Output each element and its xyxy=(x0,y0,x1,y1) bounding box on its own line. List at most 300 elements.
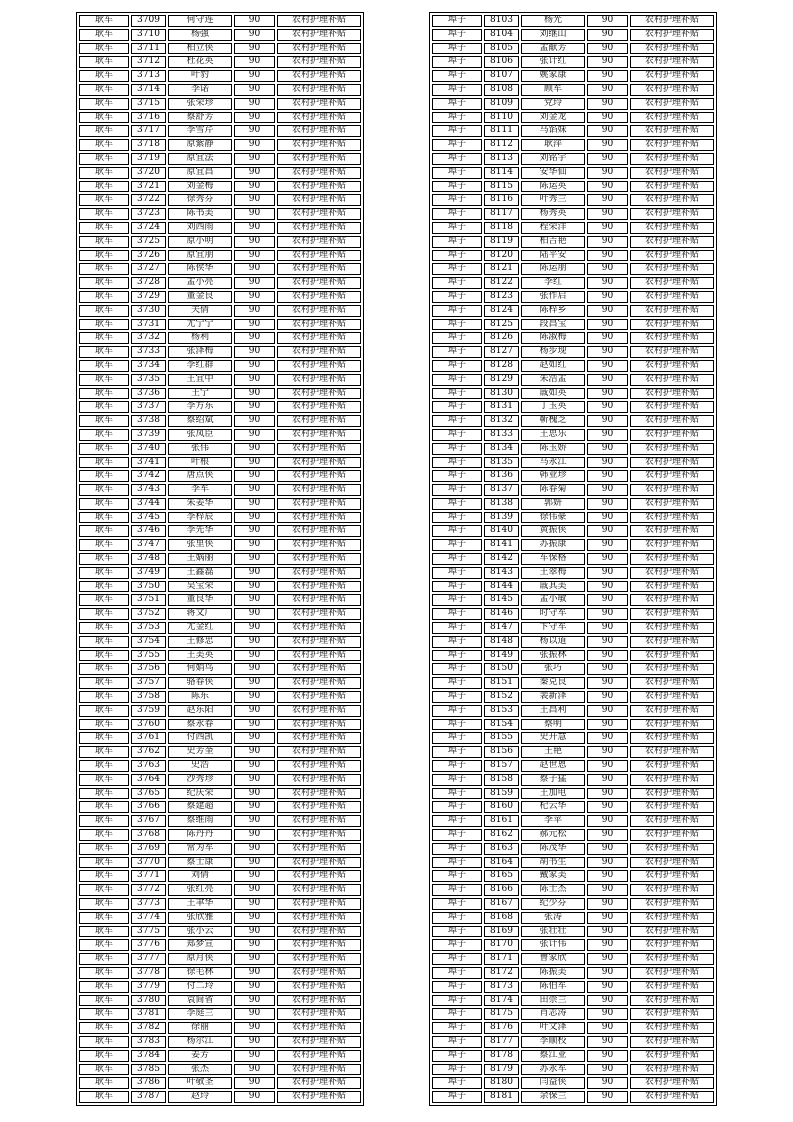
cell-amount: 90 xyxy=(234,208,275,220)
cell-subsidy-type: 农村护理补贴 xyxy=(277,222,361,234)
cell-town: 耿车 xyxy=(79,498,129,510)
table-row xyxy=(432,843,714,855)
cell-amount: 90 xyxy=(587,208,628,220)
cell-id: 3716 xyxy=(131,112,166,124)
cell-amount: 90 xyxy=(587,1050,628,1062)
cell-town: 埠子 xyxy=(432,15,482,27)
cell-amount: 90 xyxy=(587,181,628,193)
table-row xyxy=(432,636,714,648)
cell-subsidy-type: 农村护理补贴 xyxy=(277,898,361,910)
cell-town: 埠子 xyxy=(432,360,482,372)
table-row xyxy=(432,29,714,41)
cell-id: 3767 xyxy=(131,815,166,827)
cell-id: 8178 xyxy=(484,1050,519,1062)
cell-id: 3762 xyxy=(131,746,166,758)
cell-id: 8166 xyxy=(484,884,519,896)
cell-name: 沙秀珍 xyxy=(168,774,232,786)
table-row xyxy=(79,705,361,717)
cell-name: 卞守军 xyxy=(521,622,585,634)
cell-id: 3769 xyxy=(131,843,166,855)
cell-amount: 90 xyxy=(587,250,628,262)
cell-name: 陈春菊 xyxy=(521,484,585,496)
cell-subsidy-type: 农村护理补贴 xyxy=(630,498,714,510)
table-row xyxy=(432,277,714,289)
cell-name: 郝元松 xyxy=(521,829,585,841)
cell-id: 8135 xyxy=(484,457,519,469)
cell-name: 张里侠 xyxy=(168,539,232,551)
table-row xyxy=(79,512,361,524)
cell-subsidy-type: 农村护理补贴 xyxy=(630,277,714,289)
cell-town: 埠子 xyxy=(432,995,482,1007)
cell-name: 顾军 xyxy=(521,84,585,96)
table-row xyxy=(432,884,714,896)
cell-subsidy-type: 农村护理补贴 xyxy=(630,912,714,924)
table-row xyxy=(432,429,714,441)
table-row xyxy=(79,1022,361,1034)
cell-name: 姜芳 xyxy=(168,1050,232,1062)
subsidy-table-right xyxy=(429,12,717,1106)
cell-amount: 90 xyxy=(587,70,628,82)
cell-id: 8152 xyxy=(484,691,519,703)
subsidy-table-left-body xyxy=(79,15,361,1103)
cell-amount: 90 xyxy=(234,691,275,703)
table-row xyxy=(79,870,361,882)
cell-town: 埠子 xyxy=(432,222,482,234)
cell-name: 尤宁宁 xyxy=(168,319,232,331)
cell-town: 埠子 xyxy=(432,484,482,496)
cell-name: 苏振康 xyxy=(521,539,585,551)
cell-amount: 90 xyxy=(587,581,628,593)
cell-id: 3757 xyxy=(131,677,166,689)
cell-id: 8162 xyxy=(484,829,519,841)
cell-subsidy-type: 农村护理补贴 xyxy=(630,291,714,303)
cell-subsidy-type: 农村护理补贴 xyxy=(630,926,714,938)
cell-town: 耿车 xyxy=(79,677,129,689)
cell-id: 8179 xyxy=(484,1064,519,1076)
cell-amount: 90 xyxy=(234,484,275,496)
cell-town: 埠子 xyxy=(432,125,482,137)
cell-subsidy-type: 农村护理补贴 xyxy=(277,470,361,482)
cell-town: 埠子 xyxy=(432,732,482,744)
cell-name: 戚其美 xyxy=(521,581,585,593)
cell-id: 3710 xyxy=(131,29,166,41)
cell-name: 李军 xyxy=(168,484,232,496)
cell-name: 张涛 xyxy=(521,912,585,924)
table-row xyxy=(432,208,714,220)
cell-name: 王艳 xyxy=(521,746,585,758)
table-row xyxy=(432,84,714,96)
cell-town: 耿车 xyxy=(79,525,129,537)
cell-id: 8110 xyxy=(484,112,519,124)
cell-amount: 90 xyxy=(587,870,628,882)
table-row xyxy=(79,139,361,151)
cell-subsidy-type: 农村护理补贴 xyxy=(630,953,714,965)
cell-amount: 90 xyxy=(587,650,628,662)
cell-amount: 90 xyxy=(587,898,628,910)
cell-name: 王娲丽 xyxy=(168,553,232,565)
cell-name: 田崇兰 xyxy=(521,995,585,1007)
cell-name: 原宜昌 xyxy=(168,167,232,179)
table-row xyxy=(79,360,361,372)
cell-town: 埠子 xyxy=(432,926,482,938)
cell-subsidy-type: 农村护理补贴 xyxy=(277,332,361,344)
cell-id: 8128 xyxy=(484,360,519,372)
cell-name: 原小明 xyxy=(168,236,232,248)
table-row xyxy=(79,70,361,82)
cell-subsidy-type: 农村护理补贴 xyxy=(630,732,714,744)
cell-subsidy-type: 农村护理补贴 xyxy=(630,581,714,593)
cell-id: 8117 xyxy=(484,208,519,220)
cell-id: 8151 xyxy=(484,677,519,689)
cell-town: 埠子 xyxy=(432,525,482,537)
cell-id: 8149 xyxy=(484,650,519,662)
cell-amount: 90 xyxy=(234,29,275,41)
cell-subsidy-type: 农村护理补贴 xyxy=(277,319,361,331)
table-row xyxy=(432,112,714,124)
cell-town: 耿车 xyxy=(79,291,129,303)
cell-amount: 90 xyxy=(587,153,628,165)
cell-subsidy-type: 农村护理补贴 xyxy=(630,194,714,206)
cell-subsidy-type: 农村护理补贴 xyxy=(630,250,714,262)
cell-id: 3717 xyxy=(131,125,166,137)
cell-town: 耿车 xyxy=(79,1091,129,1103)
cell-id: 8114 xyxy=(484,167,519,179)
cell-id: 3777 xyxy=(131,953,166,965)
cell-id: 8104 xyxy=(484,29,519,41)
cell-id: 8142 xyxy=(484,553,519,565)
table-row xyxy=(79,43,361,55)
table-row xyxy=(432,1050,714,1062)
cell-amount: 90 xyxy=(234,939,275,951)
table-row xyxy=(432,443,714,455)
table-row xyxy=(432,912,714,924)
cell-town: 埠子 xyxy=(432,1036,482,1048)
cell-id: 3786 xyxy=(131,1077,166,1089)
cell-name: 史浩 xyxy=(168,760,232,772)
cell-amount: 90 xyxy=(587,732,628,744)
cell-town: 耿车 xyxy=(79,319,129,331)
table-row xyxy=(432,305,714,317)
table-row xyxy=(79,374,361,386)
cell-id: 8105 xyxy=(484,43,519,55)
cell-town: 耿车 xyxy=(79,222,129,234)
table-row xyxy=(79,291,361,303)
cell-amount: 90 xyxy=(587,1036,628,1048)
cell-id: 3787 xyxy=(131,1091,166,1103)
cell-id: 3739 xyxy=(131,429,166,441)
cell-town: 埠子 xyxy=(432,56,482,68)
cell-subsidy-type: 农村护理补贴 xyxy=(630,760,714,772)
cell-name: 张凤臣 xyxy=(168,429,232,441)
cell-subsidy-type: 农村护理补贴 xyxy=(277,525,361,537)
cell-amount: 90 xyxy=(234,732,275,744)
table-row xyxy=(432,939,714,951)
cell-town: 埠子 xyxy=(432,898,482,910)
cell-amount: 90 xyxy=(587,498,628,510)
cell-name: 陈玉娇 xyxy=(521,443,585,455)
cell-town: 埠子 xyxy=(432,112,482,124)
cell-town: 耿车 xyxy=(79,194,129,206)
cell-id: 8136 xyxy=(484,470,519,482)
cell-town: 耿车 xyxy=(79,691,129,703)
cell-town: 埠子 xyxy=(432,208,482,220)
cell-subsidy-type: 农村护理补贴 xyxy=(630,360,714,372)
cell-subsidy-type: 农村护理补贴 xyxy=(277,415,361,427)
cell-id: 3718 xyxy=(131,139,166,151)
cell-subsidy-type: 农村护理补贴 xyxy=(630,181,714,193)
cell-subsidy-type: 农村护理补贴 xyxy=(277,539,361,551)
cell-name: 孟小敏 xyxy=(521,594,585,606)
cell-name: 杨以道 xyxy=(521,636,585,648)
cell-name: 陈淑梅 xyxy=(521,332,585,344)
table-row xyxy=(432,360,714,372)
cell-amount: 90 xyxy=(234,277,275,289)
cell-subsidy-type: 农村护理补贴 xyxy=(630,429,714,441)
table-row xyxy=(79,967,361,979)
cell-name: 王翠梅 xyxy=(521,567,585,579)
cell-name: 李顺校 xyxy=(521,1036,585,1048)
cell-subsidy-type: 农村护理补贴 xyxy=(277,512,361,524)
cell-town: 埠子 xyxy=(432,291,482,303)
cell-id: 3726 xyxy=(131,250,166,262)
cell-subsidy-type: 农村护理补贴 xyxy=(630,1036,714,1048)
table-row xyxy=(432,663,714,675)
cell-town: 耿车 xyxy=(79,898,129,910)
cell-amount: 90 xyxy=(234,56,275,68)
cell-id: 8139 xyxy=(484,512,519,524)
cell-subsidy-type: 农村护理补贴 xyxy=(630,663,714,675)
cell-amount: 90 xyxy=(587,263,628,275)
cell-id: 3724 xyxy=(131,222,166,234)
cell-town: 耿车 xyxy=(79,870,129,882)
cell-town: 埠子 xyxy=(432,374,482,386)
subsidy-table-right-body xyxy=(432,15,714,1103)
cell-subsidy-type: 农村护理补贴 xyxy=(277,788,361,800)
cell-id: 3781 xyxy=(131,1008,166,1020)
cell-town: 耿车 xyxy=(79,719,129,731)
cell-id: 3713 xyxy=(131,70,166,82)
table-row xyxy=(79,636,361,648)
cell-subsidy-type: 农村护理补贴 xyxy=(630,98,714,110)
cell-town: 埠子 xyxy=(432,967,482,979)
cell-id: 3721 xyxy=(131,181,166,193)
table-row xyxy=(432,677,714,689)
table-row xyxy=(79,884,361,896)
cell-town: 埠子 xyxy=(432,70,482,82)
cell-town: 耿车 xyxy=(79,388,129,400)
cell-amount: 90 xyxy=(234,995,275,1007)
cell-id: 3758 xyxy=(131,691,166,703)
cell-id: 8165 xyxy=(484,870,519,882)
cell-subsidy-type: 农村护理补贴 xyxy=(277,553,361,565)
cell-name: 马永江 xyxy=(521,457,585,469)
table-row xyxy=(79,525,361,537)
cell-name: 安华仙 xyxy=(521,167,585,179)
cell-subsidy-type: 农村护理补贴 xyxy=(277,829,361,841)
cell-amount: 90 xyxy=(234,222,275,234)
cell-amount: 90 xyxy=(587,360,628,372)
cell-subsidy-type: 农村护理补贴 xyxy=(630,995,714,1007)
cell-amount: 90 xyxy=(587,719,628,731)
cell-town: 埠子 xyxy=(432,167,482,179)
cell-name: 蒋文广 xyxy=(168,608,232,620)
table-row xyxy=(79,788,361,800)
cell-town: 埠子 xyxy=(432,884,482,896)
cell-amount: 90 xyxy=(234,319,275,331)
table-row xyxy=(432,953,714,965)
cell-id: 3782 xyxy=(131,1022,166,1034)
cell-amount: 90 xyxy=(587,388,628,400)
cell-subsidy-type: 农村护理补贴 xyxy=(277,967,361,979)
cell-name: 张计伟 xyxy=(521,939,585,951)
cell-amount: 90 xyxy=(234,581,275,593)
cell-subsidy-type: 农村护理补贴 xyxy=(277,953,361,965)
table-row xyxy=(432,346,714,358)
cell-subsidy-type: 农村护理补贴 xyxy=(630,650,714,662)
cell-amount: 90 xyxy=(587,788,628,800)
table-row xyxy=(79,484,361,496)
cell-amount: 90 xyxy=(587,415,628,427)
cell-amount: 90 xyxy=(234,981,275,993)
cell-subsidy-type: 农村护理补贴 xyxy=(277,277,361,289)
cell-amount: 90 xyxy=(587,167,628,179)
cell-subsidy-type: 农村护理补贴 xyxy=(277,167,361,179)
cell-name: 吴宝荣 xyxy=(168,581,232,593)
table-row xyxy=(79,346,361,358)
cell-name: 段昌宝 xyxy=(521,319,585,331)
table-row xyxy=(79,732,361,744)
cell-name: 刘金龙 xyxy=(521,112,585,124)
table-row xyxy=(432,43,714,55)
subsidy-table-left xyxy=(76,12,364,1106)
cell-town: 埠子 xyxy=(432,581,482,593)
cell-amount: 90 xyxy=(234,401,275,413)
cell-town: 埠子 xyxy=(432,498,482,510)
cell-town: 埠子 xyxy=(432,829,482,841)
cell-id: 3734 xyxy=(131,360,166,372)
cell-name: 李诺 xyxy=(168,84,232,96)
cell-amount: 90 xyxy=(587,84,628,96)
cell-amount: 90 xyxy=(587,291,628,303)
cell-subsidy-type: 农村护理补贴 xyxy=(630,1091,714,1103)
cell-subsidy-type: 农村护理补贴 xyxy=(277,15,361,27)
cell-subsidy-type: 农村护理补贴 xyxy=(630,1050,714,1062)
cell-id: 8106 xyxy=(484,56,519,68)
cell-subsidy-type: 农村护理补贴 xyxy=(277,443,361,455)
cell-id: 3714 xyxy=(131,84,166,96)
cell-subsidy-type: 农村护理补贴 xyxy=(630,222,714,234)
table-row xyxy=(79,553,361,565)
cell-id: 3746 xyxy=(131,525,166,537)
cell-subsidy-type: 农村护理补贴 xyxy=(630,898,714,910)
cell-name: 尤金红 xyxy=(168,622,232,634)
cell-name: 黄振侠 xyxy=(521,525,585,537)
cell-name: 陈书美 xyxy=(168,208,232,220)
table-row xyxy=(79,719,361,731)
cell-id: 8119 xyxy=(484,236,519,248)
cell-amount: 90 xyxy=(587,760,628,772)
cell-id: 8108 xyxy=(484,84,519,96)
cell-amount: 90 xyxy=(234,236,275,248)
cell-amount: 90 xyxy=(587,995,628,1007)
cell-id: 3756 xyxy=(131,663,166,675)
table-row xyxy=(79,801,361,813)
cell-town: 埠子 xyxy=(432,636,482,648)
cell-name: 赵玲 xyxy=(168,1091,232,1103)
table-row xyxy=(79,843,361,855)
cell-id: 3736 xyxy=(131,388,166,400)
table-row xyxy=(79,457,361,469)
cell-subsidy-type: 农村护理补贴 xyxy=(277,429,361,441)
cell-town: 耿车 xyxy=(79,250,129,262)
cell-amount: 90 xyxy=(234,305,275,317)
table-row xyxy=(79,236,361,248)
cell-town: 耿车 xyxy=(79,1022,129,1034)
cell-id: 8123 xyxy=(484,291,519,303)
cell-id: 3761 xyxy=(131,732,166,744)
cell-amount: 90 xyxy=(587,691,628,703)
table-row xyxy=(432,594,714,606)
cell-subsidy-type: 农村护理补贴 xyxy=(277,650,361,662)
cell-id: 8174 xyxy=(484,995,519,1007)
cell-id: 8180 xyxy=(484,1077,519,1089)
cell-town: 耿车 xyxy=(79,1077,129,1089)
cell-id: 3751 xyxy=(131,594,166,606)
cell-subsidy-type: 农村护理补贴 xyxy=(277,1036,361,1048)
cell-name: 裴新泽 xyxy=(521,691,585,703)
cell-amount: 90 xyxy=(234,801,275,813)
table-row xyxy=(432,857,714,869)
cell-town: 埠子 xyxy=(432,319,482,331)
cell-amount: 90 xyxy=(234,857,275,869)
cell-town: 埠子 xyxy=(432,429,482,441)
cell-subsidy-type: 农村护理补贴 xyxy=(277,484,361,496)
cell-amount: 90 xyxy=(234,1050,275,1062)
cell-id: 8170 xyxy=(484,939,519,951)
cell-subsidy-type: 农村护理补贴 xyxy=(630,139,714,151)
cell-id: 8175 xyxy=(484,1008,519,1020)
cell-id: 8167 xyxy=(484,898,519,910)
table-row xyxy=(79,181,361,193)
cell-id: 8134 xyxy=(484,443,519,455)
table-row xyxy=(432,457,714,469)
cell-amount: 90 xyxy=(234,829,275,841)
table-row xyxy=(432,263,714,275)
cell-id: 3745 xyxy=(131,512,166,524)
table-row xyxy=(432,774,714,786)
cell-name: 袁简省 xyxy=(168,995,232,1007)
table-row xyxy=(432,374,714,386)
cell-town: 耿车 xyxy=(79,581,129,593)
cell-name: 史芳奎 xyxy=(168,746,232,758)
cell-subsidy-type: 农村护理补贴 xyxy=(630,691,714,703)
table-row xyxy=(432,650,714,662)
cell-town: 耿车 xyxy=(79,650,129,662)
cell-name: 王思乐 xyxy=(521,429,585,441)
cell-name: 杞云华 xyxy=(521,801,585,813)
cell-subsidy-type: 农村护理补贴 xyxy=(277,857,361,869)
cell-subsidy-type: 农村护理补贴 xyxy=(277,305,361,317)
cell-id: 3754 xyxy=(131,636,166,648)
table-row xyxy=(79,194,361,206)
cell-amount: 90 xyxy=(234,194,275,206)
cell-name: 刘金梅 xyxy=(168,181,232,193)
cell-amount: 90 xyxy=(587,98,628,110)
cell-town: 埠子 xyxy=(432,719,482,731)
cell-amount: 90 xyxy=(234,1036,275,1048)
cell-town: 埠子 xyxy=(432,1022,482,1034)
cell-name: 王宜中 xyxy=(168,374,232,386)
